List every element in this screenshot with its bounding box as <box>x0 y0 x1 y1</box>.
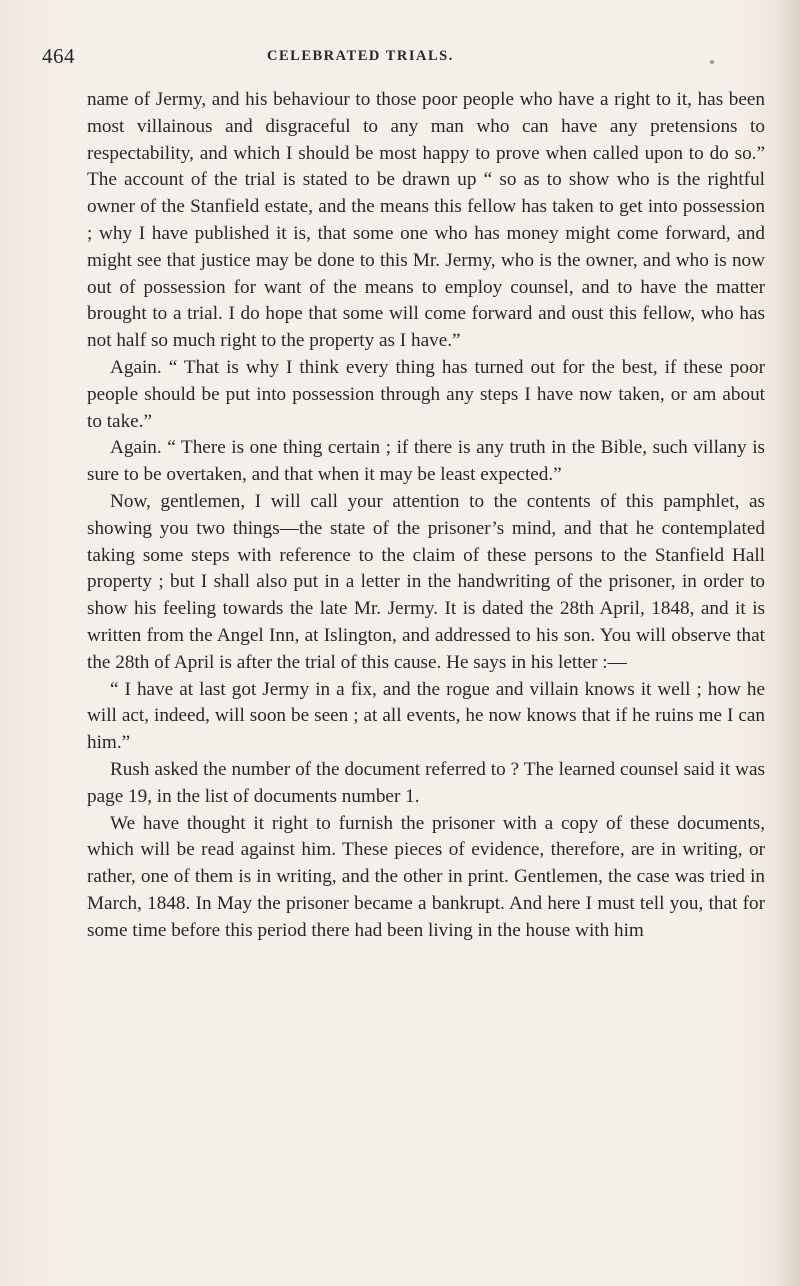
running-title: CELEBRATED TRIALS. <box>267 48 454 64</box>
paragraph-rush-question: Rush asked the number of the document referred to ? The learned counsel said it was page 19, in the list of documents number 1. <box>87 758 765 807</box>
page-edge-shadow <box>774 0 800 1286</box>
paragraph-pamphlet: Now, gentlemen, I will call your attention to the contents of this pamphlet, as showing you two things—the state of the prisoner’s mind, and that he contemplated taking some steps with reference to the claim of these persons to the Stanfield Hall property ; but I shall also put in a letter in the handwriting of the prisoner, in order to show his feeling towards the late Mr. Jermy. It is dated the 28th April, 1848, and it is written from the Angel Inn, at Islington, and addressed to his son. You will observe that the 28th of April is after the trial of this cause. He says in his letter :— <box>87 490 765 673</box>
paragraph-continuation: name of Jermy, and his behaviour to those poor people who have a right to it, has been most villainous and disgraceful to any man who can have any pretensions to respectability, and which I should be most happy to prove when called upon to do so.” The account of the trial is stated to be drawn up “ so as to show who is the rightful owner of the Stanfield estate, and the means this fellow has taken to get into possession ; why I have published it is, that some one who has money might come forward, and might see that justice may be done to this Mr. Jermy, who is the owner, and who is now out of possession for want of the means to employ counsel, and to have the matter brought to a trial. I do hope that some will come forward and oust this fellow, who has not half so much right to the property as I have.” <box>87 89 765 352</box>
body-text <box>87 87 765 945</box>
page-number: 464 <box>42 44 75 68</box>
paragraph-again-2: Again. “ There is one thing certain ; if there is any truth in the Bible, such villany is sure to be overtaken, and that when it may be least expected.” <box>87 437 765 486</box>
running-head <box>42 44 732 74</box>
paragraph-letter-quote: “ I have at last got Jermy in a fix, and the rogue and villain knows it well ; how he will act, indeed, will soon be seen ; at all events, he now knows that if he ruins me I can him.” <box>87 678 765 754</box>
paragraph-documents: We have thought it right to furnish the prisoner with a copy of these documents, which will be read against him. These pieces of evidence, therefore, are in writing, or rather, one of them is in writing, and the other in print. Gentlemen, the case was tried in March, 1848. In May the prisoner became a bankrupt. And here I must tell you, that for some time before this period there had been living in the house with him <box>87 812 765 941</box>
paragraph-again-1: Again. “ That is why I think every thing has turned out for the best, if these poor people should be put into possession through any steps I have now taken, or am about to take.” <box>87 356 765 432</box>
